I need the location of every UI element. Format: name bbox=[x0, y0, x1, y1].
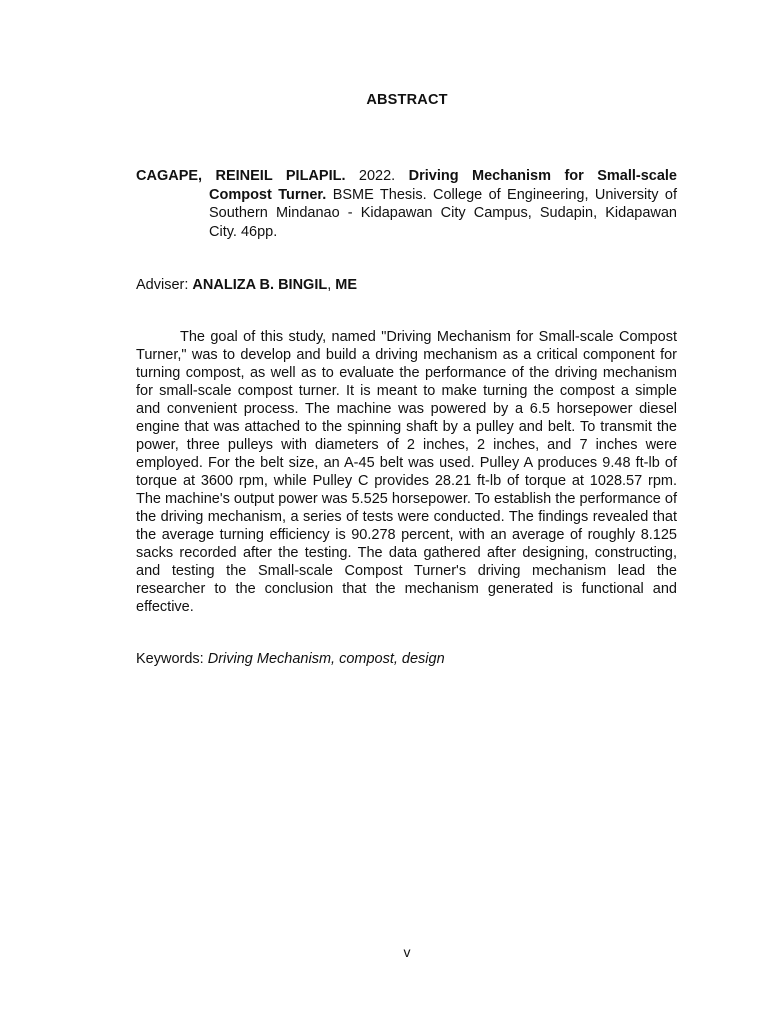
citation-title: Driving Mechanism for Small-scale Compost Turner. bbox=[209, 168, 677, 203]
citation-details: BSME Thesis. College of Engineering, University of Southern Mindanao - Kidapawan City Campus, Sudapin, Kidapawan City. 46pp. bbox=[209, 186, 677, 240]
adviser-name: ANALIZA B. BINGIL bbox=[192, 277, 328, 293]
adviser-separator: , bbox=[327, 277, 332, 293]
keywords-line bbox=[136, 650, 445, 669]
page-number: v bbox=[403, 944, 411, 960]
citation-author: CAGAPE, REINEIL PILAPIL. bbox=[136, 168, 346, 184]
adviser-label: Adviser: bbox=[136, 277, 189, 293]
abstract-body: The goal of this study, named "Driving Mechanism for Small-scale Compost Turner," was to develop and build a driving mechanism as a critical component for turning compost, as well as to evaluate the performance of the driving mechanism for small-scale compost turner. It is meant to make turning the compost a simple and convenient process. The machine was powered by a 6.5 horsepower diesel engine that was attached to the spinning shaft by a pulley and belt. To transmit the power, three pulleys with diameters of 2 inches, 2 inches, and 7 inches were employed. For the belt size, an A-45 belt was used. Pulley A produces 9.48 ft-lb of torque at 3600 rpm, while Pulley C provides 28.21 ft-lb of torque at 1028.57 rpm. The machine's output power was 5.525 horsepower. To establish the performance of the driving mechanism, a series of tests were conducted. The findings revealed that the average turning efficiency is 90.278 percent, with an average of roughly 8.125 sacks recorded after the testing. The data gathered after designing, constructing, and testing the Small-scale Compost Turner's driving mechanism lead the researcher to the conclusion that the mechanism generated is functional and effective. bbox=[136, 329, 677, 615]
citation-year: 2022. bbox=[358, 168, 396, 184]
abstract-heading: ABSTRACT bbox=[366, 92, 448, 108]
keywords-values: Driving Mechanism, compost, design bbox=[207, 651, 445, 667]
adviser-line bbox=[136, 276, 357, 295]
citation-block bbox=[136, 167, 677, 241]
adviser-credential: ME bbox=[335, 277, 358, 293]
keywords-label: Keywords: bbox=[136, 651, 204, 667]
